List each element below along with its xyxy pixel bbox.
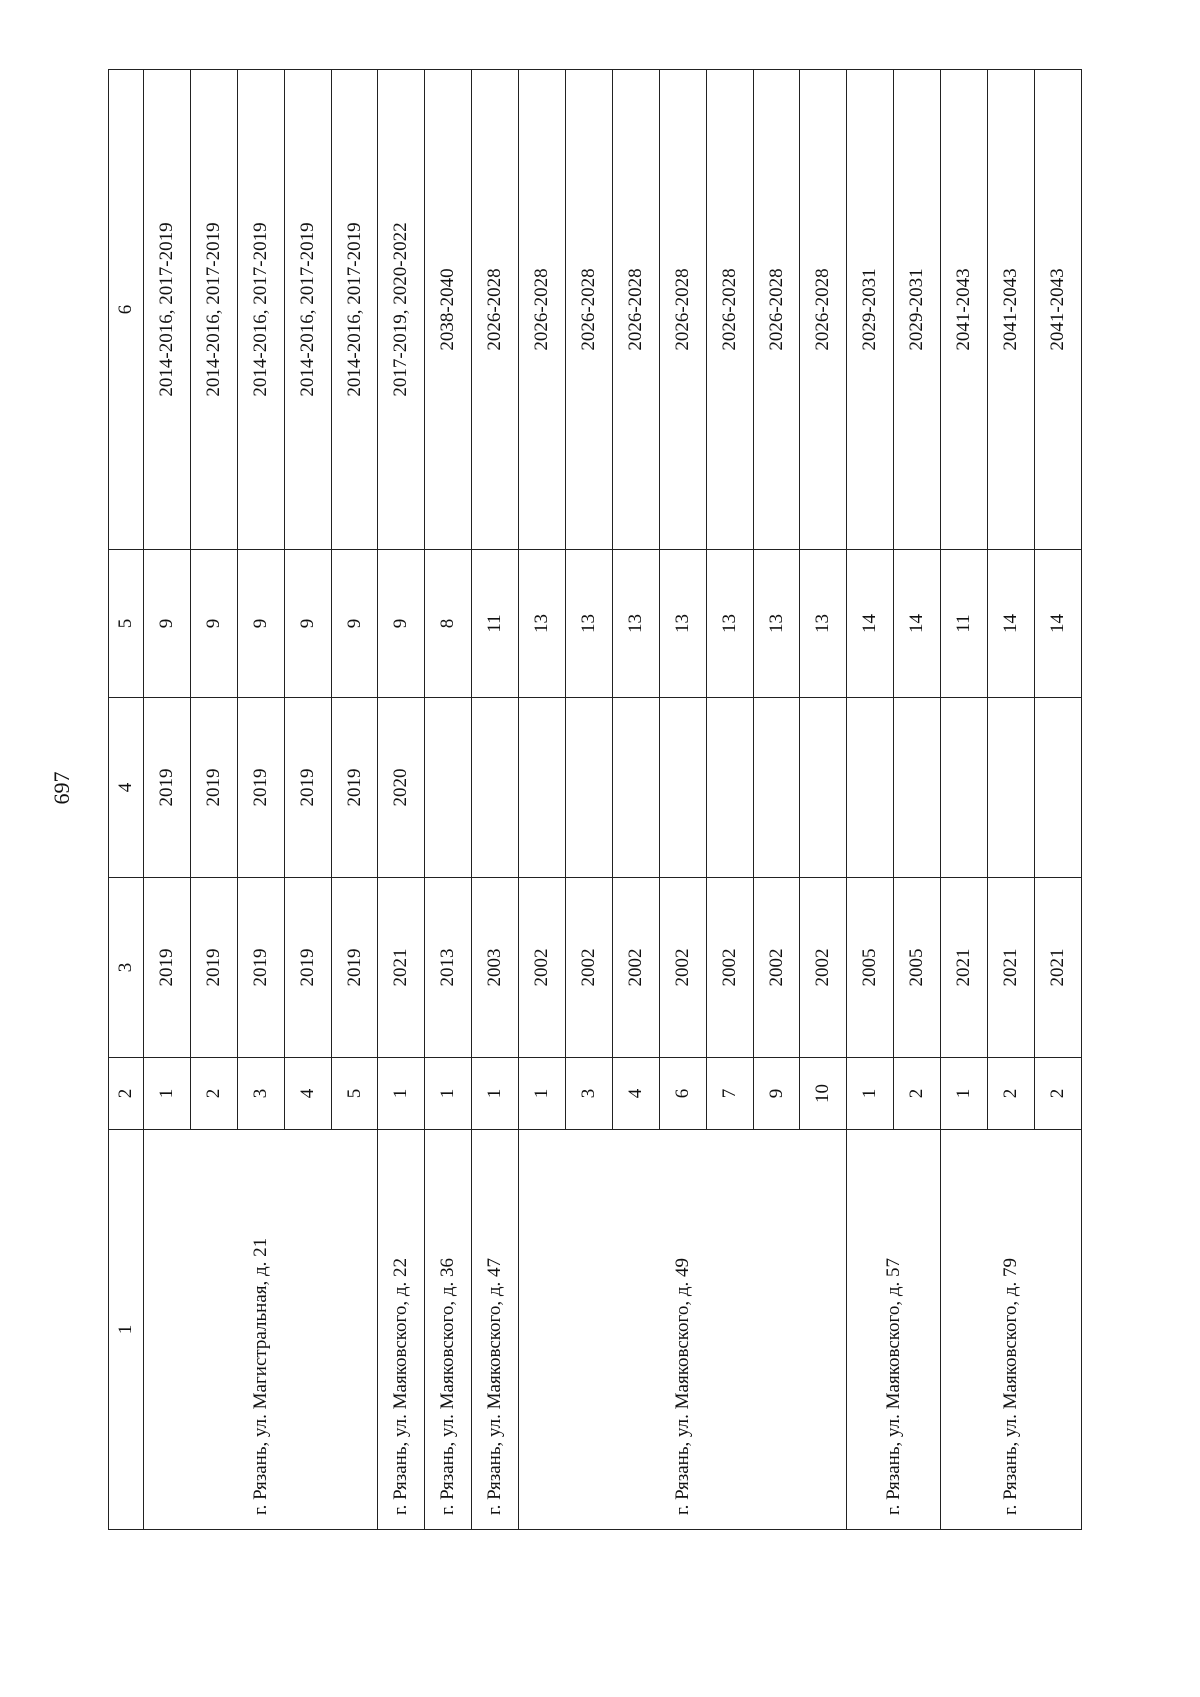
period-cell: 2026-2028 [753,70,800,550]
address-cell: г. Рязань, ул. Маяковского, д. 79 [941,1130,1082,1530]
year-cell [425,698,472,878]
column-header: 3 [109,878,144,1058]
entrance-cell: 4 [284,1058,331,1130]
count-cell: 14 [1034,550,1081,698]
year-cell: 2002 [753,878,800,1058]
year-cell: 2002 [706,878,753,1058]
year-cell: 2019 [331,878,378,1058]
data-table [108,69,1082,1530]
year-cell [659,698,706,878]
entrance-cell: 9 [753,1058,800,1130]
year-cell: 2021 [988,878,1035,1058]
period-cell: 2026-2028 [706,70,753,550]
period-cell: 2041-2043 [988,70,1035,550]
year-cell: 2019 [190,698,237,878]
count-cell: 13 [519,550,566,698]
entrance-cell: 3 [566,1058,613,1130]
column-header: 5 [109,550,144,698]
count-cell: 9 [378,550,425,698]
year-cell [1034,698,1081,878]
year-cell: 2005 [894,878,941,1058]
year-cell: 2019 [144,878,191,1058]
entrance-cell: 1 [472,1058,519,1130]
address-cell: г. Рязань, ул. Маяковского, д. 22 [378,1130,425,1530]
period-cell: 2026-2028 [519,70,566,550]
address-cell: г. Рязань, ул. Маяковского, д. 47 [472,1130,519,1530]
count-cell: 14 [988,550,1035,698]
address-cell: г. Рязань, ул. Магистральная, д. 21 [144,1130,378,1530]
address-cell: г. Рязань, ул. Маяковского, д. 49 [519,1130,847,1530]
count-cell: 14 [847,550,894,698]
entrance-cell: 1 [519,1058,566,1130]
count-cell: 13 [659,550,706,698]
year-cell: 2013 [425,878,472,1058]
count-cell: 9 [190,550,237,698]
year-cell: 2019 [237,878,284,1058]
entrance-cell: 2 [190,1058,237,1130]
entrance-cell: 2 [988,1058,1035,1130]
count-cell: 11 [941,550,988,698]
count-cell: 11 [472,550,519,698]
year-cell [519,698,566,878]
year-cell: 2002 [659,878,706,1058]
period-cell: 2014-2016, 2017-2019 [144,70,191,550]
year-cell: 2002 [566,878,613,1058]
table-row [847,70,894,1530]
period-cell: 2026-2028 [659,70,706,550]
entrance-cell: 1 [941,1058,988,1130]
count-cell: 9 [331,550,378,698]
period-cell: 2014-2016, 2017-2019 [237,70,284,550]
count-cell: 9 [237,550,284,698]
table-header-row [109,70,144,1530]
count-cell: 13 [753,550,800,698]
entrance-cell: 2 [1034,1058,1081,1130]
entrance-cell: 2 [894,1058,941,1130]
year-cell: 2021 [1034,878,1081,1058]
period-cell: 2041-2043 [941,70,988,550]
year-cell: 2019 [190,878,237,1058]
count-cell: 9 [284,550,331,698]
period-cell: 2017-2019, 2020-2022 [378,70,425,550]
year-cell [800,698,847,878]
count-cell: 13 [566,550,613,698]
count-cell: 13 [800,550,847,698]
year-cell [566,698,613,878]
column-header: 6 [109,70,144,550]
entrance-cell: 5 [331,1058,378,1130]
count-cell: 14 [894,550,941,698]
column-header: 2 [109,1058,144,1130]
column-header: 1 [109,1130,144,1530]
entrance-cell: 1 [144,1058,191,1130]
period-cell: 2029-2031 [847,70,894,550]
year-cell [941,698,988,878]
address-cell: г. Рязань, ул. Маяковского, д. 57 [847,1130,941,1530]
entrance-cell: 10 [800,1058,847,1130]
entrance-cell: 6 [659,1058,706,1130]
period-cell: 2026-2028 [612,70,659,550]
table-row [144,70,191,1530]
count-cell: 13 [612,550,659,698]
table-body [144,70,1082,1530]
year-cell [472,698,519,878]
period-cell: 2029-2031 [894,70,941,550]
table-row [378,70,425,1530]
year-cell: 2020 [378,698,425,878]
year-cell: 2021 [378,878,425,1058]
period-cell: 2041-2043 [1034,70,1081,550]
year-cell [847,698,894,878]
count-cell: 8 [425,550,472,698]
table-frame [108,70,1082,1530]
period-cell: 2026-2028 [472,70,519,550]
column-header: 4 [109,698,144,878]
table-row [941,70,988,1530]
period-cell: 2026-2028 [566,70,613,550]
year-cell: 2005 [847,878,894,1058]
entrance-cell: 1 [378,1058,425,1130]
period-cell: 2014-2016, 2017-2019 [284,70,331,550]
entrance-cell: 4 [612,1058,659,1130]
year-cell: 2003 [472,878,519,1058]
year-cell: 2021 [941,878,988,1058]
table-row [425,70,472,1530]
period-cell: 2038-2040 [425,70,472,550]
period-cell: 2014-2016, 2017-2019 [331,70,378,550]
entrance-cell: 7 [706,1058,753,1130]
year-cell: 2002 [519,878,566,1058]
period-cell: 2026-2028 [800,70,847,550]
entrance-cell: 3 [237,1058,284,1130]
year-cell [894,698,941,878]
year-cell: 2019 [237,698,284,878]
year-cell: 2019 [331,698,378,878]
year-cell: 2002 [612,878,659,1058]
year-cell: 2019 [284,878,331,1058]
table-row [519,70,566,1530]
entrance-cell: 1 [425,1058,472,1130]
address-cell: г. Рязань, ул. Маяковского, д. 36 [425,1130,472,1530]
count-cell: 9 [144,550,191,698]
year-cell [753,698,800,878]
entrance-cell: 1 [847,1058,894,1130]
count-cell: 13 [706,550,753,698]
year-cell: 2002 [800,878,847,1058]
table-row [472,70,519,1530]
year-cell [988,698,1035,878]
period-cell: 2014-2016, 2017-2019 [190,70,237,550]
year-cell [612,698,659,878]
page-number: 697 [49,771,74,805]
year-cell [706,698,753,878]
year-cell: 2019 [284,698,331,878]
year-cell: 2019 [144,698,191,878]
